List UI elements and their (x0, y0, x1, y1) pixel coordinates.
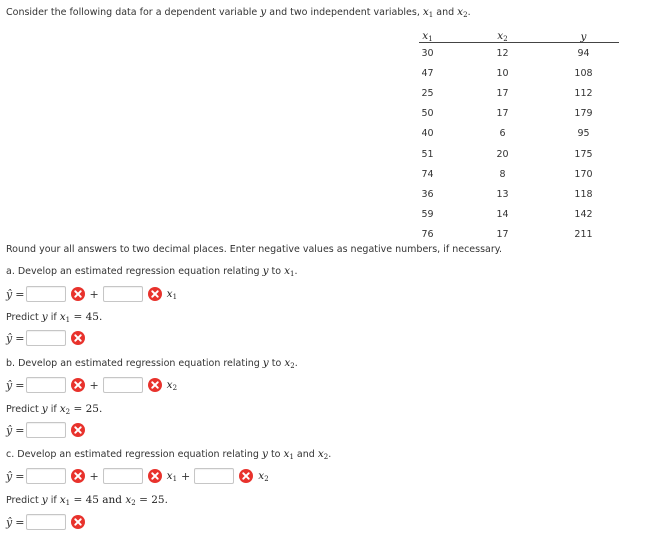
part-a-predict (6, 311, 102, 324)
to-text: to (268, 358, 285, 369)
predict-value-1: = 45 and (70, 494, 126, 506)
part-c-label (6, 448, 331, 461)
header-x2-sub: 2 (503, 35, 508, 43)
x-circle-icon (71, 287, 85, 301)
yhat-symbol: ŷ (6, 378, 13, 392)
sub-2: 2 (290, 362, 295, 370)
plus-sign: + (89, 469, 99, 483)
and-text: and (293, 449, 318, 460)
var-x: x (59, 494, 66, 506)
cell-x1: 36 (421, 188, 434, 200)
x-circle-icon (71, 378, 85, 392)
cell-x1: 25 (421, 87, 434, 99)
var-y: y (41, 311, 48, 323)
if-text: if (47, 495, 60, 506)
var-x2 (318, 448, 328, 460)
cell-x2: 12 (496, 47, 509, 59)
part-c-prediction (6, 513, 85, 531)
var-x: x (457, 6, 464, 18)
table-header-row (393, 30, 624, 43)
cell-x1: 74 (421, 168, 434, 180)
var-x2 (125, 494, 135, 506)
part-c-predict (6, 494, 168, 507)
header-x2-letter: x (497, 30, 504, 42)
cell-x2: 14 (496, 209, 509, 221)
var-x: x (59, 403, 66, 415)
part-c-x1-coef-input[interactable] (103, 468, 143, 484)
predict-text: Predict (6, 404, 42, 415)
x-circle-icon (71, 423, 85, 437)
var-y: y (41, 494, 48, 506)
part-a-label (6, 265, 298, 278)
var-y: y (260, 6, 267, 18)
predict-text: Predict (6, 495, 42, 506)
part-b-slope-input[interactable] (103, 377, 143, 393)
predict-text: Predict (6, 312, 42, 323)
cell-x1: 51 (421, 148, 434, 160)
x-circle-icon (148, 378, 162, 392)
end-text: . (294, 266, 298, 277)
equals-sign: = (15, 331, 25, 345)
cell-y: 112 (574, 87, 593, 99)
to-text: to (267, 449, 284, 460)
equals-sign: = (15, 515, 25, 529)
cell-y: 94 (577, 47, 590, 59)
equals-sign: = (15, 423, 25, 437)
end-text: . (328, 449, 332, 460)
table-row (393, 144, 624, 164)
part-a-prediction (6, 329, 85, 347)
cell-x1: 59 (421, 209, 434, 221)
table-row (393, 164, 624, 184)
intro-mid: and two independent variables, (266, 7, 423, 18)
yhat-symbol: ŷ (6, 331, 13, 345)
table-row (393, 225, 624, 245)
cell-y: 179 (574, 108, 593, 120)
instructions: Round your all answers to two decimal places. Enter negative values as negative numbers, if necessary. (6, 244, 503, 255)
part-a-slope-input[interactable] (103, 286, 143, 302)
part-a-intercept-input[interactable] (26, 286, 66, 302)
var-x1 (423, 6, 433, 18)
cell-y: 118 (574, 188, 593, 200)
x-circle-icon (148, 287, 162, 301)
var-x1 (167, 288, 177, 301)
part-c-intercept-input[interactable] (26, 468, 66, 484)
to-text: to (268, 266, 285, 277)
cell-x2: 17 (496, 87, 509, 99)
var-x2 (457, 6, 467, 18)
sub-2: 2 (264, 474, 269, 483)
sub-2: 2 (131, 499, 136, 507)
table-row (393, 43, 624, 63)
cell-y: 211 (574, 229, 593, 241)
var-x1 (284, 265, 294, 277)
header-x1-sub: 1 (428, 35, 433, 43)
part-a-prediction-input[interactable] (26, 330, 66, 346)
yhat-symbol: ŷ (6, 287, 13, 301)
equals-sign: = (15, 378, 25, 392)
data-table (393, 30, 624, 245)
sub-1: 1 (65, 316, 71, 324)
var-x: x (166, 287, 173, 300)
sub-1: 1 (290, 270, 295, 278)
header-y-letter: y (580, 30, 587, 43)
sub-1: 1 (289, 453, 294, 461)
plus-sign: + (181, 469, 191, 483)
if-text: if (47, 404, 60, 415)
predict-value: = 45. (70, 311, 103, 323)
var-x: x (166, 378, 173, 391)
part-c-prediction-input[interactable] (26, 514, 66, 530)
cell-x2: 10 (496, 67, 509, 79)
part-c-equation (6, 467, 269, 485)
var-y: y (262, 357, 269, 369)
sub-2: 2 (65, 408, 71, 416)
header-x2 (462, 30, 543, 43)
part-c-x2-coef-input[interactable] (194, 468, 234, 484)
end-text: . (294, 358, 298, 369)
part-b-prediction (6, 421, 85, 439)
sub-2: 2 (323, 453, 329, 461)
table-row (393, 205, 624, 225)
header-x1 (393, 30, 462, 43)
if-text: if (47, 312, 60, 323)
sub-1: 1 (172, 292, 178, 301)
var-x1 (60, 311, 70, 323)
var-x2 (284, 357, 294, 369)
sub-1: 1 (65, 499, 71, 507)
table-row (393, 124, 624, 144)
equals-sign: = (15, 469, 25, 483)
sub-1: 1 (172, 474, 178, 483)
header-x1-letter: x (422, 30, 429, 42)
x-circle-icon (71, 331, 85, 345)
cell-x1: 50 (421, 108, 434, 120)
var-x: x (422, 6, 429, 18)
var-x: x (59, 311, 66, 323)
predict-value-2: = 25. (135, 494, 168, 506)
part-b-prediction-input[interactable] (26, 422, 66, 438)
var-x1 (167, 470, 177, 483)
part-b-predict (6, 403, 102, 416)
yhat-symbol: ŷ (6, 515, 13, 529)
var-y: y (262, 265, 269, 277)
var-x: x (258, 469, 265, 482)
var-x2 (60, 403, 70, 415)
intro-and: and (433, 7, 458, 18)
x-circle-icon (71, 515, 85, 529)
cell-x2: 20 (496, 148, 509, 160)
part-a-equation (6, 285, 177, 303)
cell-y: 175 (574, 148, 593, 160)
yhat-symbol: ŷ (6, 469, 13, 483)
cell-x1: 76 (421, 229, 434, 241)
var-x: x (284, 357, 291, 369)
x-circle-icon (239, 469, 253, 483)
cell-y: 108 (574, 67, 593, 79)
var-x: x (283, 448, 290, 460)
table-row (393, 104, 624, 124)
part-a-text: a. Develop an estimated regression equation relating (6, 266, 263, 277)
cell-y: 142 (574, 209, 593, 221)
sub-2: 2 (463, 11, 468, 19)
cell-x1: 30 (421, 47, 434, 59)
intro-end: . (467, 7, 471, 18)
table-row (393, 63, 624, 83)
cell-x1: 47 (421, 67, 434, 79)
part-b-text: b. Develop an estimated regression equation relating (6, 358, 263, 369)
part-c-text: c. Develop an estimated regression equation relating (6, 449, 262, 460)
x-circle-icon (148, 469, 162, 483)
cell-x2: 17 (496, 229, 509, 241)
cell-y: 170 (574, 168, 593, 180)
cell-x2: 17 (496, 108, 509, 120)
header-y (543, 30, 624, 43)
yhat-symbol: ŷ (6, 423, 13, 437)
cell-x2: 6 (499, 128, 506, 140)
var-x2 (167, 379, 177, 392)
cell-x2: 8 (499, 168, 506, 180)
cell-x1: 40 (421, 128, 434, 140)
var-x: x (317, 448, 324, 460)
var-y: y (41, 403, 48, 415)
var-x: x (125, 494, 132, 506)
var-x2 (258, 470, 268, 483)
var-x1 (284, 448, 294, 460)
x-circle-icon (71, 469, 85, 483)
table-row (393, 184, 624, 204)
sub-1: 1 (428, 11, 434, 19)
plus-sign: + (89, 287, 99, 301)
equals-sign: = (15, 287, 25, 301)
plus-sign: + (89, 378, 99, 392)
cell-x2: 13 (496, 188, 509, 200)
intro-text (6, 6, 471, 19)
part-b-intercept-input[interactable] (26, 377, 66, 393)
var-x1 (60, 494, 70, 506)
part-b-equation (6, 376, 177, 394)
var-x: x (284, 265, 291, 277)
table-row (393, 83, 624, 103)
intro-prefix: Consider the following data for a dependent variable (6, 7, 261, 18)
var-y: y (262, 448, 268, 460)
sub-2: 2 (172, 383, 178, 392)
part-b-label (6, 357, 298, 370)
var-x: x (166, 469, 173, 482)
cell-y: 95 (577, 128, 590, 140)
predict-value: = 25. (70, 403, 103, 415)
